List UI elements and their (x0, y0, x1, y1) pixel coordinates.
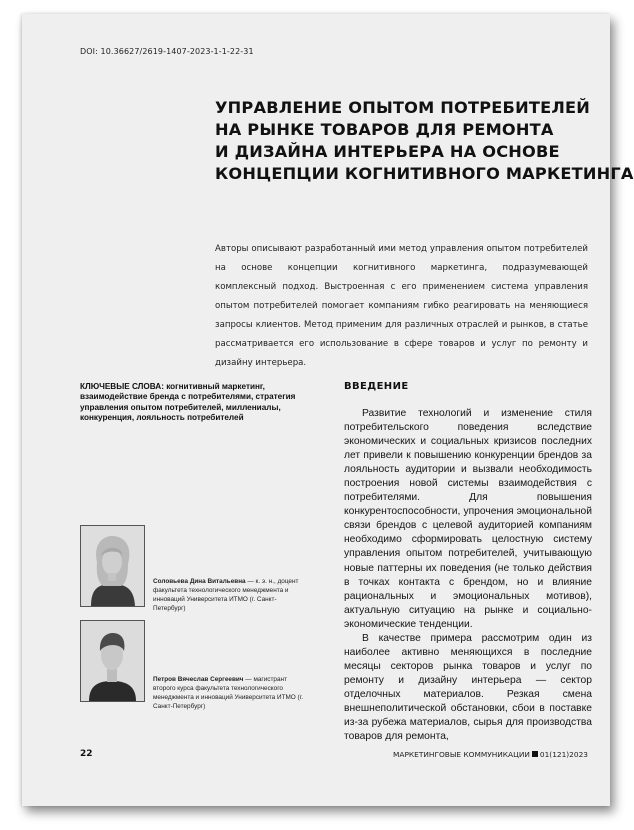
section-heading: ВВЕДЕНИЕ (344, 381, 409, 392)
author-portrait-icon (81, 526, 144, 606)
author-bio (153, 675, 303, 711)
keywords: КЛЮЧЕВЫЕ СЛОВА: когнитивный маркетинг, взаимодействие бренда с потребителями, стратегия управления опытом потребителей, миллениалы, конкуренция, лояльность потребителей (80, 382, 296, 422)
journal-page (22, 14, 634, 806)
author-photo (80, 525, 145, 607)
author-info: — магистрант второго курса факультета технологического менеджмента и инноваций Университета ИТМО (г. Санкт-Петербург) (153, 676, 304, 710)
author-name: Петров Вячеслав Сергеевич (153, 676, 244, 683)
title-line: КОНЦЕПЦИИ КОГНИТИВНОГО МАРКЕТИНГА (215, 164, 634, 183)
author-portrait-icon (81, 621, 144, 701)
journal-footer (393, 750, 588, 759)
journal-name: МАРКЕТИНГОВЫЕ КОММУНИКАЦИИ (393, 750, 530, 759)
author-name: Соловьева Дина Витальевна (153, 578, 246, 585)
doi-label: DOI: 10.36627/2619-1407-2023-1-1-22-31 (80, 47, 254, 56)
body-text (344, 407, 592, 744)
author-bio (153, 577, 303, 613)
article-title (215, 97, 634, 185)
title-line: И ДИЗАЙНА ИНТЕРЬЕРА НА ОСНОВЕ (215, 142, 560, 161)
author-photo (80, 620, 145, 702)
title-line: НА РЫНКЕ ТОВАРОВ ДЛЯ РЕМОНТА (215, 120, 554, 139)
paragraph: В качестве примера рассмотрим один из наиболее активно меняющихся в последние месяцы секторов рынка товаров и услуг по ремонту и дизайну интерьера — сектор отделочных материалов. Резкая смена внешнеполитической обстановки, сбои в поставке из-за рубежа материалов, сырья для производства товаров для ремонта, (344, 632, 592, 743)
title-line: УПРАВЛЕНИЕ ОПЫТОМ ПОТРЕБИТЕЛЕЙ (215, 98, 590, 117)
paragraph: Развитие технологий и изменение стиля потребительского поведения вследствие экономических и социальных кризисов последних лет привели к повышению конкуренции брендов за лояльность аудитории и вызвали необходимость построения новой системы взаимодействия с потребителями. Для повышения конкурентоспособности, упрочения эмоциональной связи брендов с целевой аудиторией компаниям необходимо сформировать целостную систему управления опытом потребителей, учитывающую новые паттерны их поведения (не только действия в точках контакта с брендом, но и влияние рациональных и эмоциональных мотивов), актуальную ситуацию на рынке и социально-экономические тенденции. (344, 408, 592, 630)
issue-number: 01(121)2023 (539, 750, 588, 759)
abstract: Авторы описывают разработанный ими метод управления опытом потребителей на основе концепции когнитивного маркетинга, подразумевающей комплексный подход. Выстроенная с его применением система управления опытом потребителей помогает компаниям гибко реагировать на меняющиеся запросы клиентов. Метод применим для различных отраслей и рынков, в статье рассматривается его использование в сфере товаров и услуг по ремонту и дизайну интерьера. (215, 244, 588, 368)
page-number: 22 (80, 749, 93, 759)
square-icon (532, 751, 538, 757)
author-info: — к. э. н., доцент факультета технологического менеджмента и инноваций Университета ИТМО (г. Санкт-Петербург) (153, 578, 299, 612)
